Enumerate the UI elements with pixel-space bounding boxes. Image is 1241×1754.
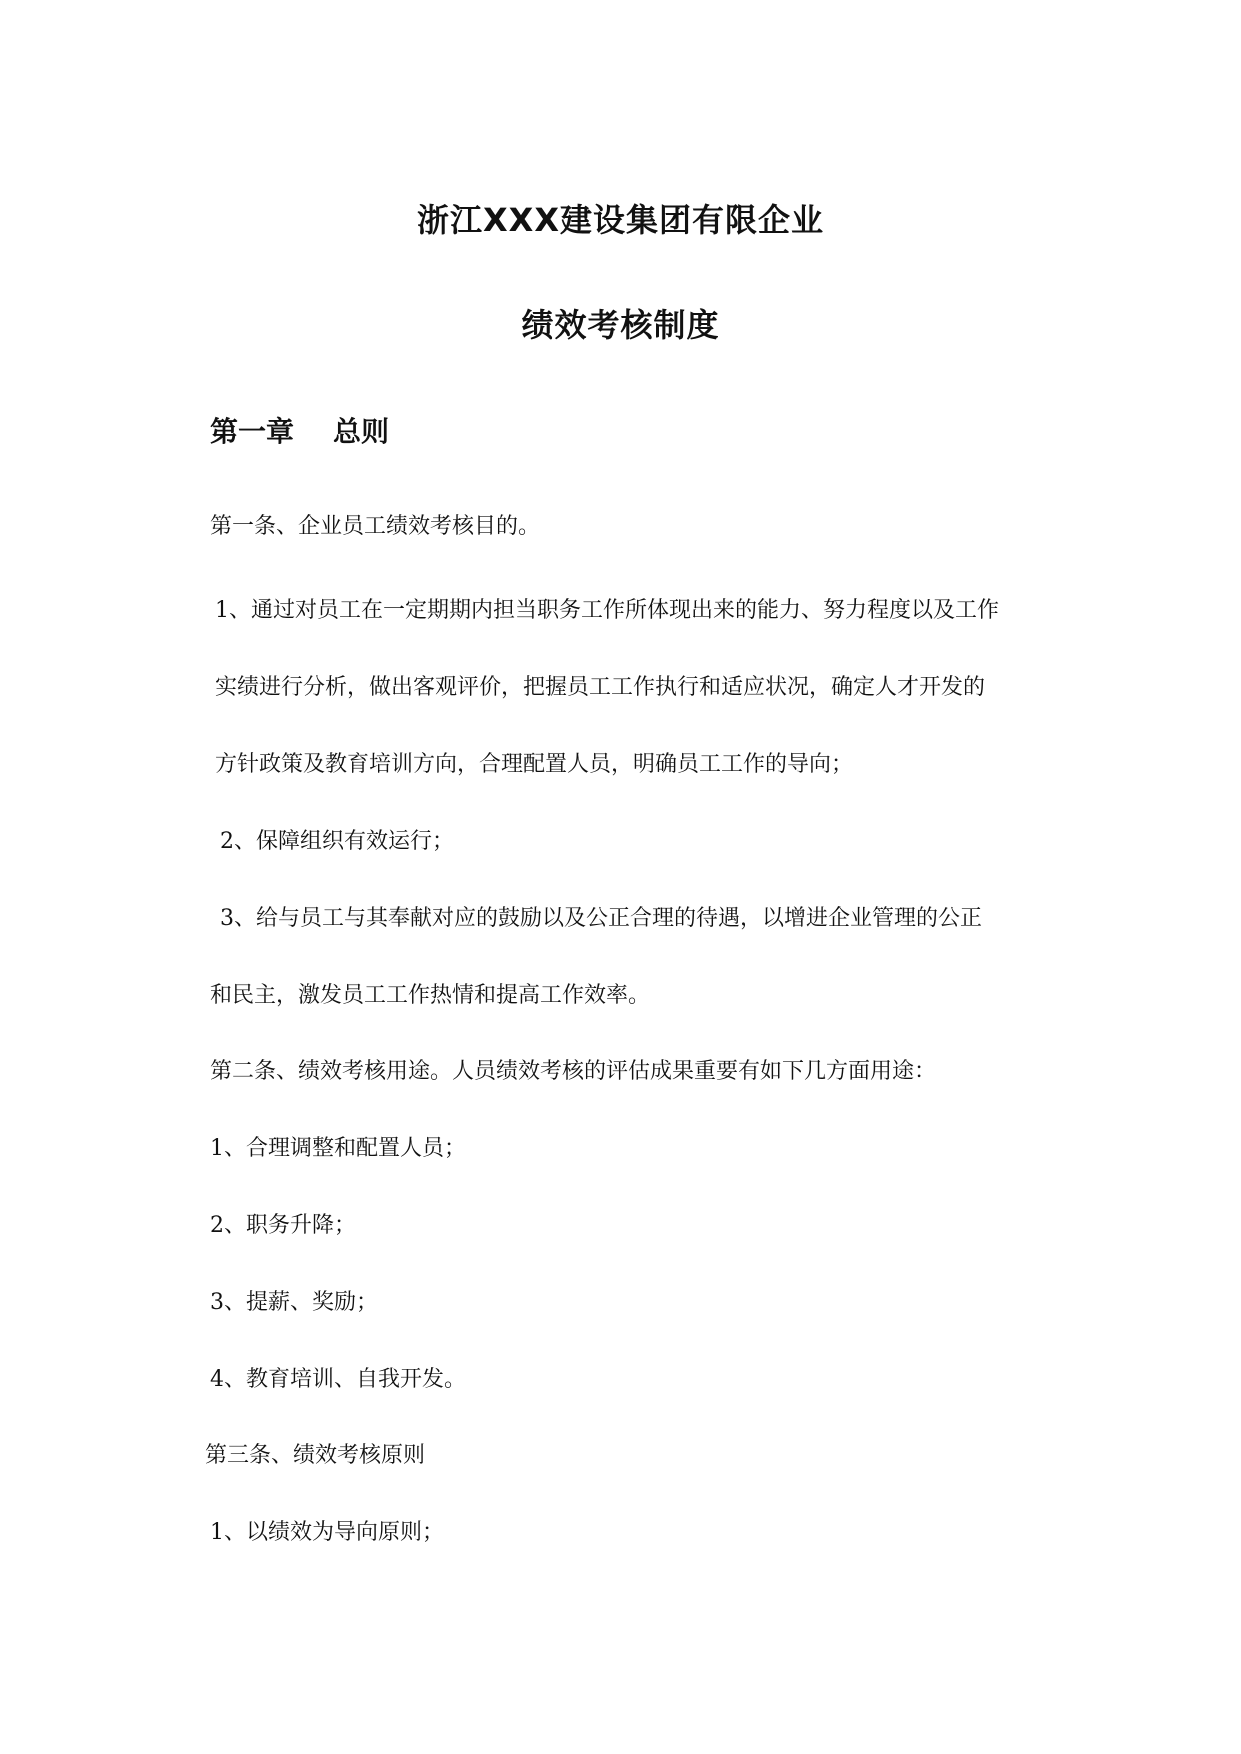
- article-2-item-1: 1、合理调整和配置人员；: [210, 1136, 466, 1161]
- article-2-item-3: 3、提薪、奖励；: [210, 1290, 378, 1315]
- article-1-item-3-line-1: 3、给与员工与其奉献对应的鼓励以及公正合理的待遇，以增进企业管理的公正: [220, 906, 982, 931]
- document-title: 浙江XXX建设集团有限企业: [416, 201, 825, 239]
- article-1-item-1-line-2: 实绩进行分析，做出客观评价，把握员工工作执行和适应状况，确定人才开发的: [215, 675, 986, 700]
- article-1-item-1-line-1: 1、通过对员工在一定期期内担当职务工作所体现出来的能力、努力程度以及工作: [215, 598, 999, 623]
- article-1-item-2: 2、保障组织有效运行；: [220, 829, 454, 854]
- article-2-heading: 第二条、绩效考核用途。人员绩效考核的评估成果重要有如下几方面用途：: [210, 1059, 937, 1084]
- article-1-item-1-line-3: 方针政策及教育培训方向，合理配置人员，明确员工工作的导向；: [215, 752, 854, 777]
- chapter-heading: 第一章 总则: [210, 415, 389, 448]
- article-1-heading: 第一条、企业员工绩效考核目的。: [210, 514, 541, 539]
- article-1-item-3-line-2: 和民主，激发员工工作热情和提高工作效率。: [210, 983, 651, 1008]
- document-subtitle: 绩效考核制度: [521, 306, 720, 344]
- article-2-item-2: 2、职务升降；: [210, 1213, 356, 1238]
- article-2-item-4: 4、教育培训、自我开发。: [210, 1367, 466, 1392]
- article-3-heading: 第三条、绩效考核原则: [205, 1443, 426, 1468]
- article-3-item-1: 1、以绩效为导向原则；: [210, 1520, 444, 1545]
